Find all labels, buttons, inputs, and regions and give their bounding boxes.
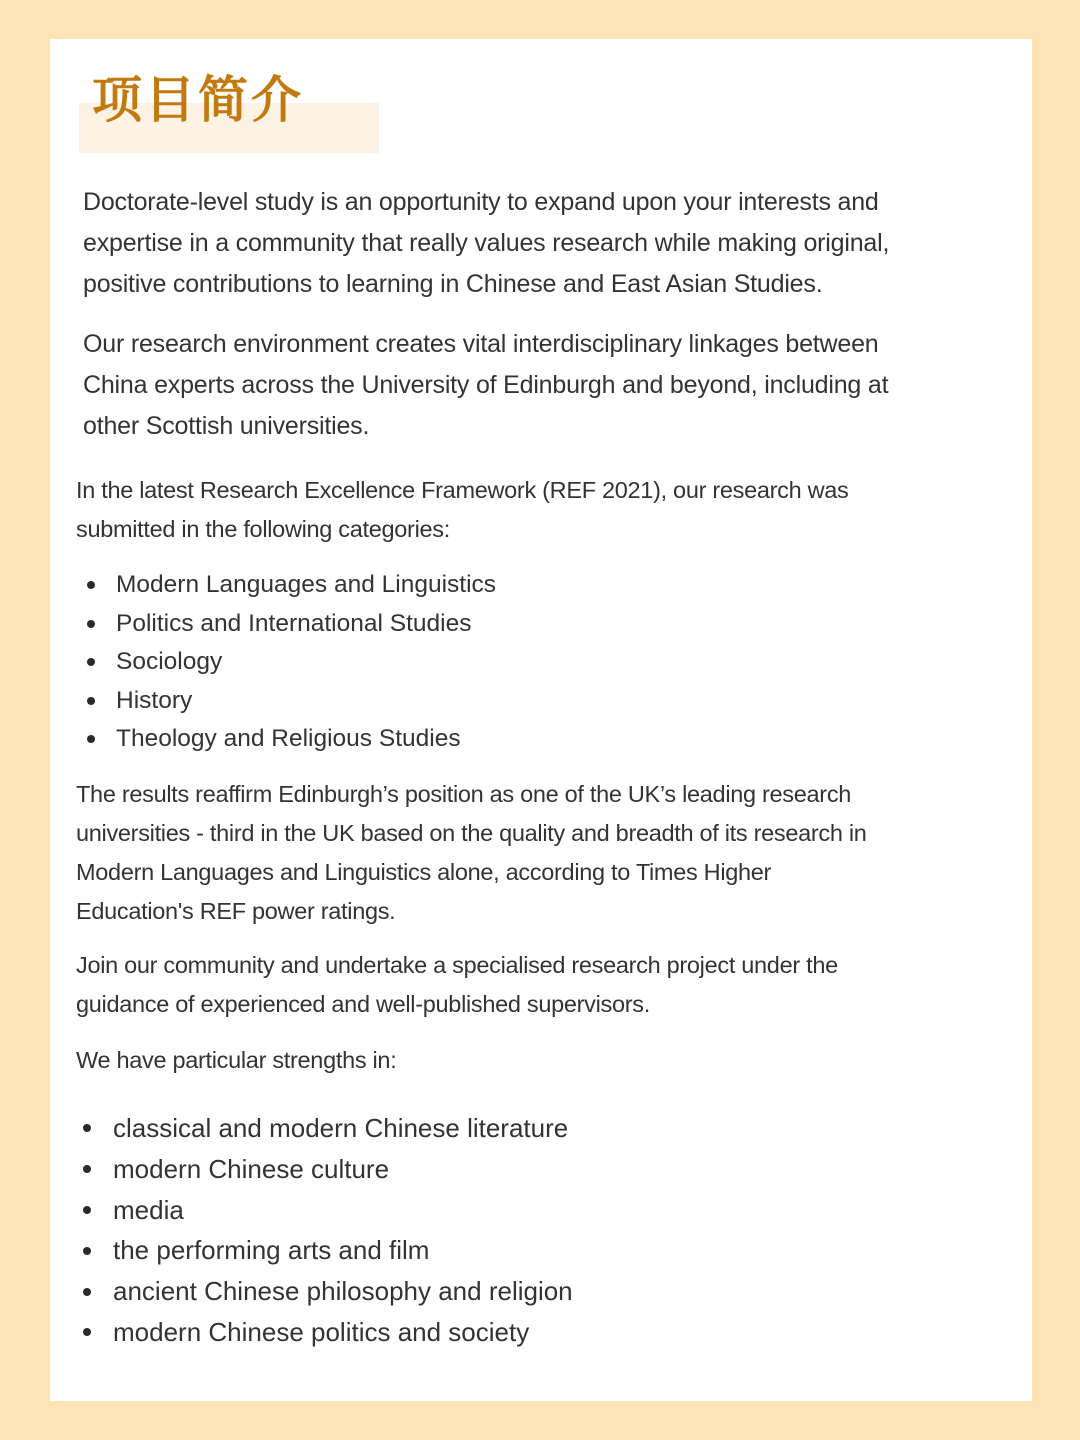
list-item-label: Modern Languages and Linguistics bbox=[116, 571, 497, 598]
list-item-label: classical and modern Chinese literature bbox=[113, 1113, 569, 1143]
list-item bbox=[50, 1149, 573, 1190]
list-item-label: Theology and Religious Studies bbox=[116, 725, 461, 752]
strengths-intro bbox=[76, 1041, 396, 1080]
text-line: Doctorate-level study is an opportunity to expand upon your interests and bbox=[83, 188, 879, 216]
text-line: universities - third in the UK based on the quality and breadth of its research in bbox=[76, 820, 867, 846]
list-item bbox=[50, 1108, 573, 1149]
ref-intro-paragraph bbox=[76, 471, 849, 549]
list-item bbox=[50, 566, 496, 605]
bullet-dot-icon bbox=[83, 1165, 91, 1173]
content-card bbox=[50, 39, 1032, 1401]
text-line: Join our community and undertake a specialised research project under the bbox=[76, 952, 838, 978]
list-item bbox=[50, 605, 496, 644]
list-item bbox=[50, 1271, 573, 1312]
text-line: submitted in the following categories: bbox=[76, 516, 450, 542]
bullet-dot-icon bbox=[83, 1328, 91, 1336]
list-item-label: media bbox=[113, 1194, 184, 1225]
text-line: Our research environment creates vital interdisciplinary linkages between bbox=[83, 330, 879, 358]
bullet-dot-icon bbox=[87, 658, 95, 666]
text-line: The results reaffirm Edinburgh’s position as one of the UK’s leading research bbox=[76, 781, 852, 807]
bullet-dot-icon bbox=[87, 735, 95, 743]
strengths-list bbox=[50, 1108, 573, 1353]
text-line: We have particular strengths in: bbox=[76, 1047, 397, 1073]
list-item-label: modern Chinese politics and society bbox=[113, 1316, 530, 1347]
text-line: Modern Languages and Linguistics alone, according to Times Higher bbox=[76, 859, 772, 885]
bullet-dot-icon bbox=[83, 1247, 91, 1255]
bullet-dot-icon bbox=[87, 581, 95, 589]
text-line: expertise in a community that really values research while making original, bbox=[83, 229, 890, 257]
list-item bbox=[50, 720, 496, 759]
list-item bbox=[50, 643, 496, 682]
list-item bbox=[50, 1190, 573, 1231]
text-line: In the latest Research Excellence Framework (REF 2021), our research was bbox=[76, 477, 849, 503]
intro-paragraph-1 bbox=[83, 182, 889, 305]
text-line: Education's REF power ratings. bbox=[76, 898, 396, 924]
bullet-dot-icon bbox=[83, 1206, 91, 1214]
list-item bbox=[50, 1312, 573, 1353]
list-item-label: Politics and International Studies bbox=[116, 609, 472, 637]
page-title: 项目简介 bbox=[92, 71, 304, 129]
text-line: positive contributions to learning in Chinese and East Asian Studies. bbox=[83, 270, 823, 298]
text-line: other Scottish universities. bbox=[83, 412, 370, 440]
list-item-label: ancient Chinese philosophy and religion bbox=[113, 1276, 573, 1307]
bullet-dot-icon bbox=[87, 697, 95, 705]
list-item bbox=[50, 682, 496, 721]
list-item-label: the performing arts and film bbox=[113, 1235, 430, 1266]
bullet-dot-icon bbox=[83, 1288, 91, 1296]
intro-paragraph-2 bbox=[83, 324, 888, 447]
bullet-dot-icon bbox=[83, 1124, 91, 1132]
list-item bbox=[50, 1230, 573, 1271]
list-item-label: modern Chinese culture bbox=[113, 1153, 390, 1184]
text-line: guidance of experienced and well-published supervisors. bbox=[76, 991, 650, 1017]
list-item-label: History bbox=[116, 686, 193, 714]
join-paragraph bbox=[76, 946, 838, 1024]
results-paragraph bbox=[76, 775, 867, 931]
bullet-dot-icon bbox=[87, 620, 95, 628]
ref-categories-list bbox=[50, 566, 496, 759]
list-item-label: Sociology bbox=[116, 648, 223, 675]
text-line: China experts across the University of Edinburgh and beyond, including at bbox=[83, 371, 889, 399]
